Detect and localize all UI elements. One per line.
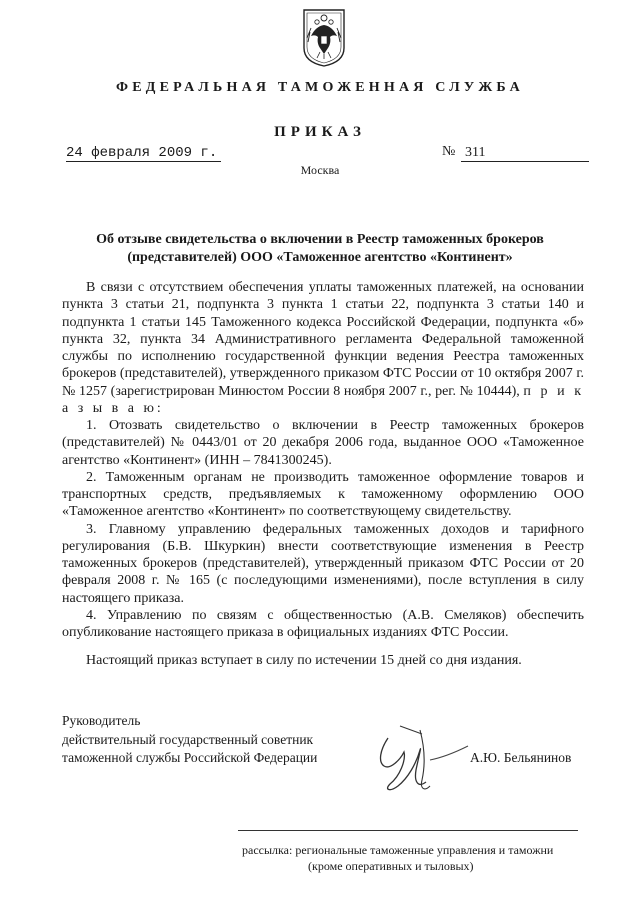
order-subject: Об отзыве свидетельства о включении в Реестр таможенных брокеров (представителей) ООО «Таможенное агентство «Континент» — [96, 232, 544, 265]
effective-clause: Настоящий приказ вступает в силу по истечении 15 дней со дня издания. — [86, 653, 522, 669]
order-item-3: 3. Главному управлению федеральных таможенных доходов и тарифного регулирования (Б.В. Шкуркин) внести соответствующие изменения в Реестр таможенных брокеров (представителей), утвержденный приказом ФТС России от 20 февраля 2008 г. № 165 (с последующими изменениями), после вступления в силу настоящего приказа. — [62, 521, 584, 606]
handwritten-signature — [360, 700, 480, 810]
double-headed-eagle-icon — [302, 8, 346, 68]
signatory-title: Руководитель — [62, 713, 141, 728]
issue-city: Москва — [300, 163, 340, 177]
signatory-rank-line-2: таможенной службы Российской Федерации — [62, 750, 318, 765]
order-number-label: № — [442, 144, 456, 159]
order-item-1: 1. Отозвать свидетельство о включении в Реестр таможенных брокеров (представителей) № 0443/01 от 20 декабря 2006 года, выданное ООО «Таможенное агентство «Континент» (ИНН – 7841300245). — [62, 418, 584, 468]
order-body — [62, 279, 584, 670]
signatory-name: А.Ю. Бельянинов — [470, 750, 572, 765]
order-word: п р и к а з ы в а ю: — [62, 383, 584, 416]
order-item-2: 2. Таможенным органам не производить таможенное оформление товаров и транспортных средств, предъявляемых к таможенному оформлению ООО «Таможенное агентство «Континент» по соответствующему свидетельству. — [62, 469, 584, 520]
order-date: 24 февраля 2009 г. — [66, 145, 221, 162]
intro-paragraph — [62, 279, 584, 417]
distribution-rule — [238, 830, 578, 831]
document-type: ПРИКАЗ — [274, 124, 366, 140]
intro-text: В связи с отсутствием обеспечения уплаты таможенных платежей, на основании пункта 3 статьи 21, подпункта 3 пункта 1 статьи 22, подпункта 3 статьи 140 и подпункта 1 статьи 145 Таможенного кодекса Российской Федерации, подпункта «б» пункта 32, пункта 34 Административного регламента Федеральной таможенной службы по исполнению государственной функции ведения Реестра таможенных брокеров (представителей), утвержденного приказом ФТС России от 10 октября 2007 г. № 1257 (зарегистрирован Минюстом России 8 ноября 2007 г., рег. № 10444), — [62, 280, 584, 399]
order-item-4: 4. Управлению по связям с общественностью (А.В. Смеляков) обеспечить опубликование настоящего приказа в официальных изданиях ФТС России. — [62, 607, 584, 640]
distribution-line-1: рассылка: региональные таможенные управления и таможни — [242, 843, 554, 857]
signatory-rank-line-1: действительный государственный советник — [62, 732, 314, 747]
order-number: 311 — [461, 145, 589, 162]
agency-name: ФЕДЕРАЛЬНАЯ ТАМОЖЕННАЯ СЛУЖБА — [116, 80, 524, 95]
distribution-line-2: (кроме оперативных и тыловых) — [308, 859, 474, 873]
